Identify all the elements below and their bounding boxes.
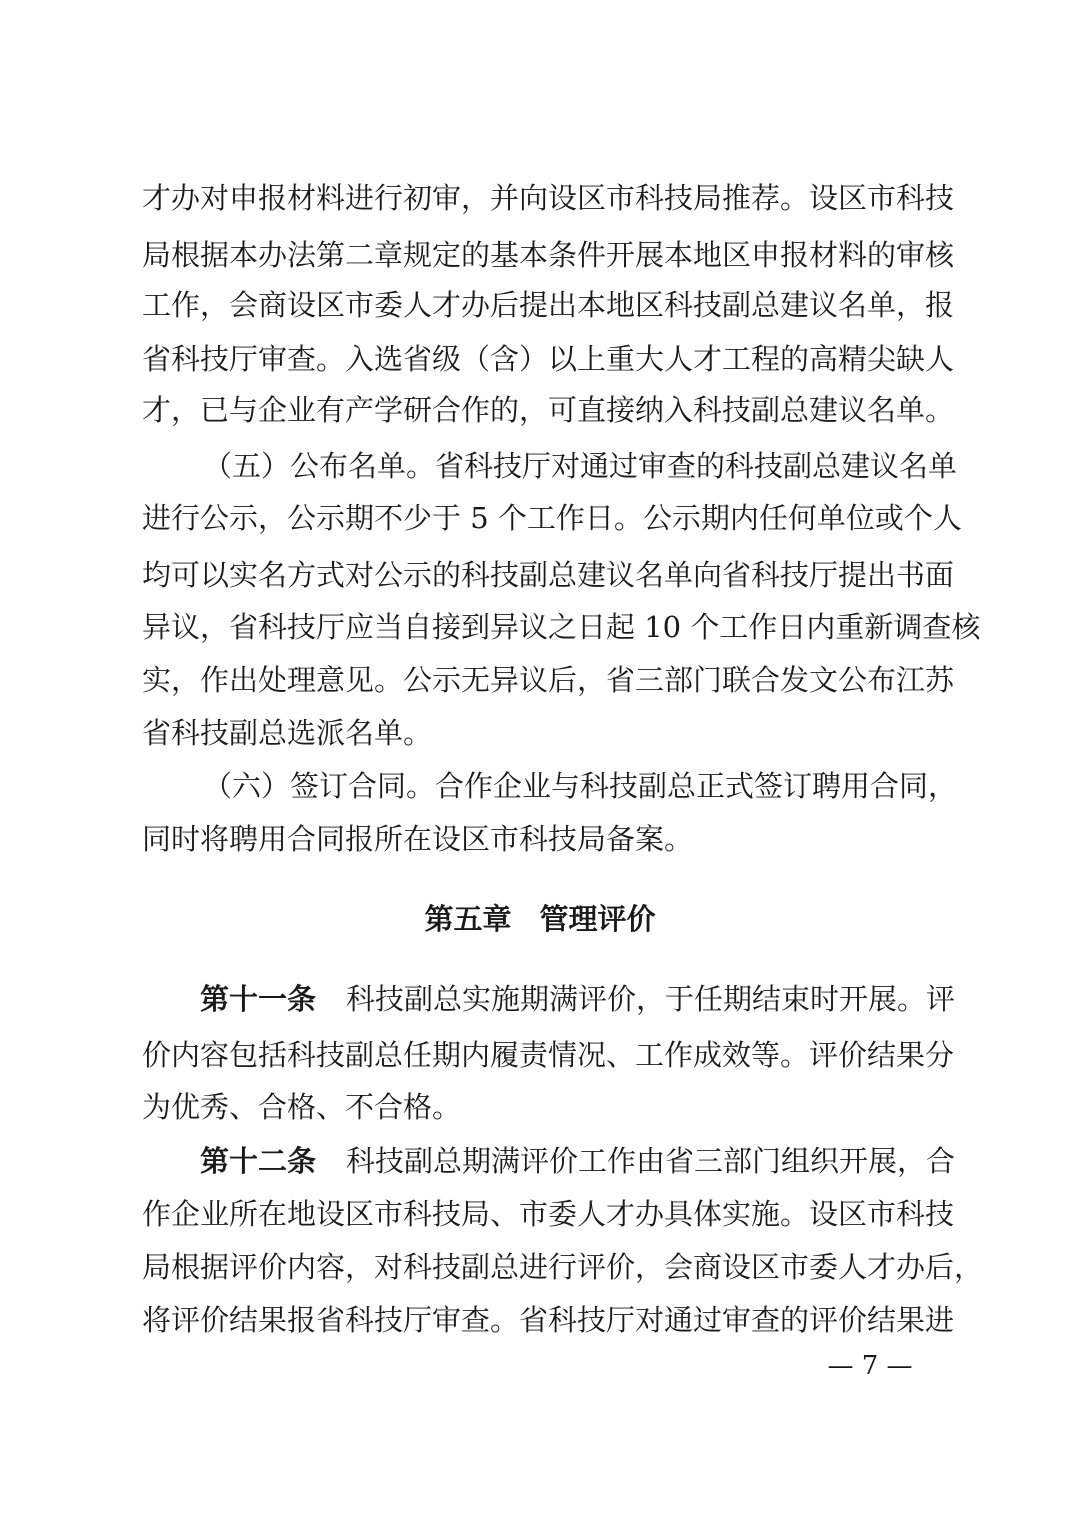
body-line: 省科技副总选派名单。	[142, 716, 433, 750]
body-line: 将评价结果报省科技厅审查。省科技厅对通过审查的评价结果进	[142, 1303, 955, 1337]
body-line: 进行公示，公示期不少于 5 个工作日。公示期内任何单位或个人	[142, 501, 962, 535]
article-12-first-line	[200, 1143, 956, 1179]
body-line: 异议，省科技厅应当自接到异议之日起 10 个工作日内重新调查核	[142, 610, 981, 644]
body-line: 局根据评价内容，对科技副总进行评价，会商设区市委人才办后，	[142, 1250, 984, 1284]
body-line: 价内容包括科技副总任期内履责情况、工作成效等。评价结果分	[142, 1038, 955, 1072]
chapter-title: 管理评价	[539, 902, 656, 936]
body-line: 省科技厅审查。入选省级（含）以上重大人才工程的高精尖缺人	[142, 342, 955, 376]
article-label: 第十二条	[200, 1144, 317, 1178]
body-line: （五）公布名单。省科技厅对通过审查的科技副总建议名单	[203, 449, 958, 483]
body-line: 作企业所在地设区市科技局、市委人才办具体实施。设区市科技	[142, 1197, 955, 1231]
body-line: 才，已与企业有产学研合作的，可直接纳入科技副总建议名单。	[142, 393, 955, 427]
body-line: 局根据本办法第二章规定的基本条件开展本地区申报材料的审核	[142, 238, 955, 272]
article-text: 科技副总期满评价工作由省三部门组织开展，合	[346, 1144, 956, 1178]
body-line: 实，作出处理意见。公示无异议后，省三部门联合发文公布江苏	[142, 663, 955, 697]
article-text: 科技副总实施期满评价，于任期结束时开展。评	[346, 982, 956, 1016]
body-line: （六）签订合同。合作企业与科技副总正式签订聘用合同，	[203, 769, 958, 803]
body-line: 才办对申报材料进行初审，并向设区市科技局推荐。设区市科技	[142, 181, 955, 215]
page-number: — 7 —	[827, 1351, 913, 1381]
body-line: 均可以实名方式对公示的科技副总建议名单向省科技厅提出书面	[142, 558, 955, 592]
chapter-heading	[0, 901, 1080, 937]
article-11-first-line	[200, 981, 956, 1017]
chapter-number: 第五章	[424, 902, 512, 936]
body-line: 同时将聘用合同报所在设区市科技局备案。	[142, 822, 694, 856]
article-label: 第十一条	[200, 982, 317, 1016]
body-line: 工作，会商设区市委人才办后提出本地区科技副总建议名单，报	[142, 288, 955, 322]
body-line: 为优秀、合格、不合格。	[142, 1090, 462, 1124]
